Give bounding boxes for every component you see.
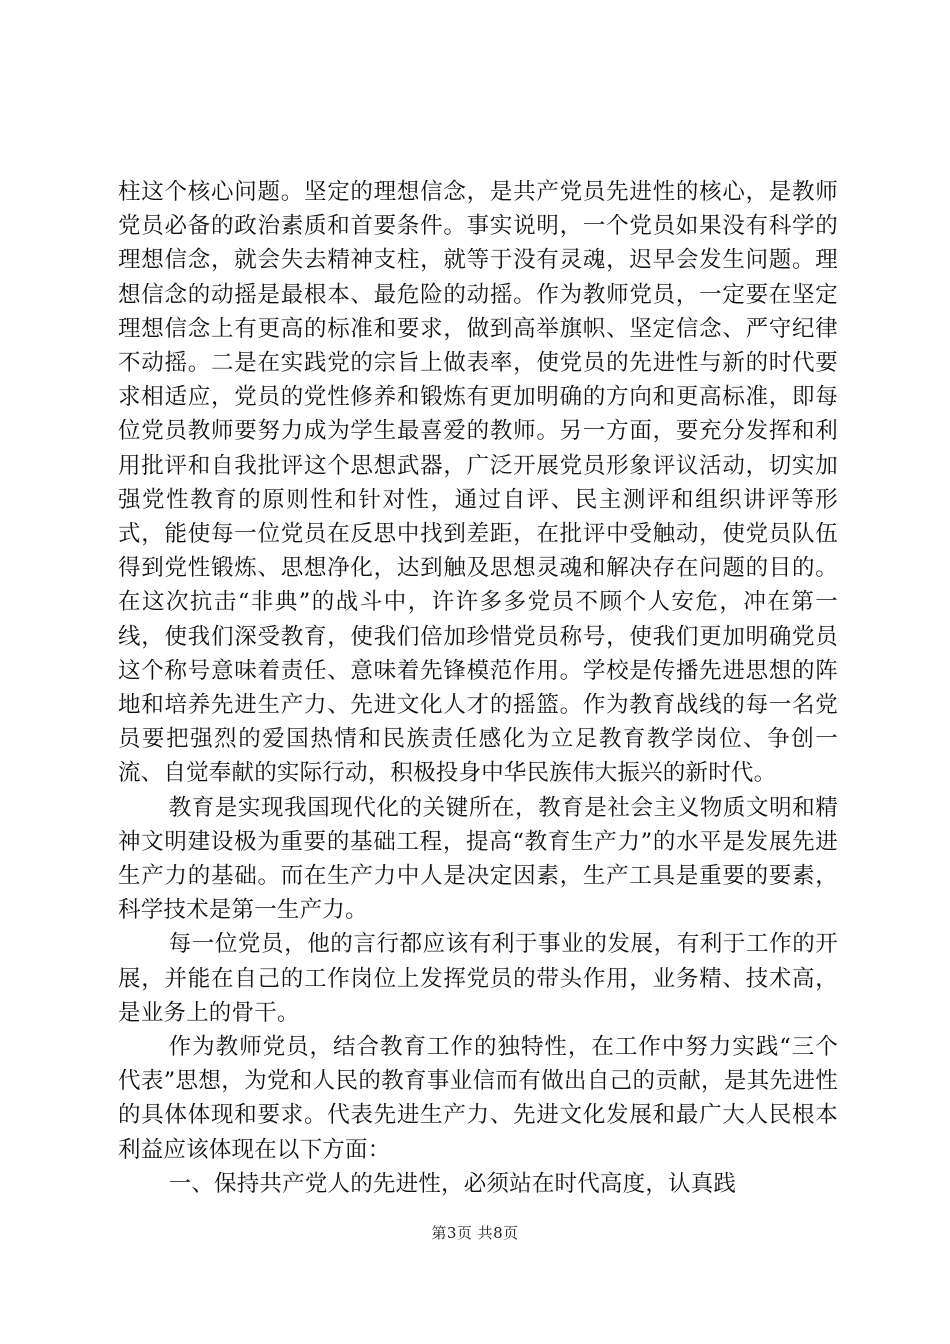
paragraph-teacher-member: 作为教师党员，结合教育工作的独特性，在工作中努力实践“三个代表”思想，为党和人民的教育事业信而有做出自己的贡献，是其先进性的具体体现和要求。代表先进生产力、先进文化发展和最广大人民根本利益应该体现在以下方面： — [118, 1034, 838, 1163]
page-number-footer: 第3页 共8页 — [431, 1224, 519, 1242]
paragraph-every-member: 每一位党员，他的言行都应该有利于事业的发展，有利于工作的开展，并能在自己的工作岗位上发挥党员的带头作用，业务精、技术高，是业务上的骨干。 — [118, 931, 838, 1026]
paragraph-continuation: 柱这个核心问题。坚定的理想信念，是共产党员先进性的核心，是教师党员必备的政治素质和首要条件。事实说明，一个党员如果没有科学的理想信念，就会失去精神支柱，就等于没有灵魂，迟早会发生问题。理想信念的动摇是最根本、最危险的动摇。作为教师党员，一定要在坚定理想信念上有更高的标准和要求，做到高举旗帜、坚定信念、严守纪律不动摇。二是在实践党的宗旨上做表率，使党员的先进性与新的时代要求相适应，党员的党性修养和锻炼有更加明确的方向和更高标准，即每位党员教师要努力成为学生最喜爱的教师。另一方面，要充分发挥和利用批评和自我批评这个思想武器，广泛开展党员形象评议活动，切实加强党性教育的原则性和针对性，通过自评、民主测评和组织讲评等形式，能使每一位党员在反思中找到差距，在批评中受触动，使党员队伍得到党性锻炼、思想净化，达到触及思想灵魂和解决存在问题的目的。在这次抗击“非典”的战斗中，许许多多党员不顾个人安危，冲在第一线，使我们深受教育，使我们倍加珍惜党员称号，使我们更加明确党员这个称号意味着责任、意味着先锋模范作用。学校是传播先进思想的阵地和培养先进生产力、先进文化人才的摇篮。作为教育战线的每一名党员要把强烈的爱国热情和民族责任感化为立足教育教学岗位、争创一流、自觉奉献的实际行动，积极投身中华民族伟大振兴的新时代。 — [118, 179, 838, 787]
document-body — [118, 175, 838, 1201]
paragraph-education: 教育是实现我国现代化的关键所在，教育是社会主义物质文明和精神文明建设极为重要的基础工程，提高“教育生产力”的水平是发展先进生产力的基础。而在生产力中人是决定因素，生产工具是重要的要素，科学技术是第一生产力。 — [118, 794, 838, 924]
paragraph-point-one: 一、保持共产党人的先进性，必须站在时代高度，认真践 — [168, 1170, 737, 1197]
